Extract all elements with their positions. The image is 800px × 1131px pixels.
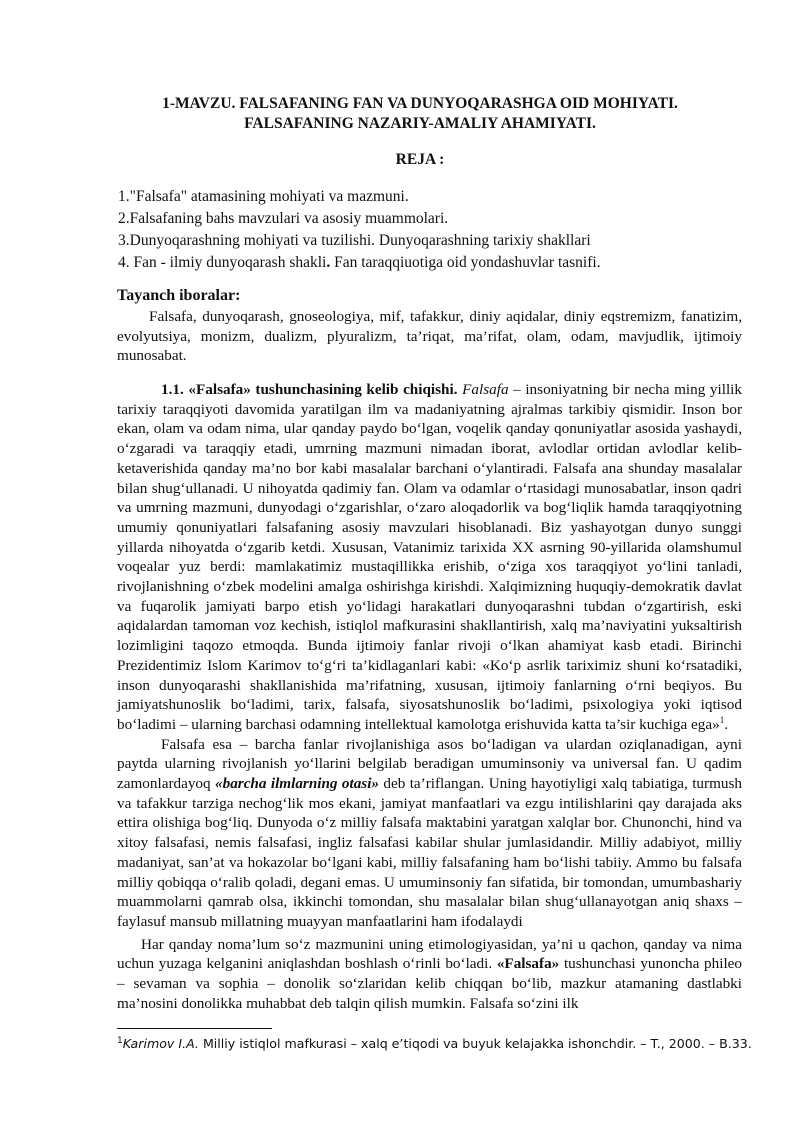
section-body: [117, 380, 742, 1014]
plan-item: 3.Dunyoqarashning mohiyati va tuzilishi. Dunyoqarashning tarixiy shakllari: [118, 232, 591, 249]
paragraph: Falsafa esa – barcha fanlar rivojlanishiga asos bo‘ladigan va ulardan oziqlanadigan, ayni paytda ularning rivojlanish yo‘llarini belgilab beradigan umuminsoniy va universal fan. U qadim zamonlardayoq «barcha ilmlarning otasi» deb ta’riflangan. Uning hayotiyligi xalq tabiatiga, turmush va tafakkur tarziga nechog‘lik mos ekani, jamiyat manfaatlari va ezgu intilishlarini qay darajada aks ettira olishiga bog‘liq. Dunyoda o‘z milliy falsafa maktabini yaratgan xalqlar bor. Chunonchi, hind va xitoy falsafasi, nemis falsafasi, ingliz falsafasi kabilar shular jumlasidandir. Milliy adabiyot, milliy madaniyat, san’at va hokazolar bo‘lgani kabi, milliy falsafaning ham bo‘lishi tabiiy. Ammo bu falsafa milliy qobiqqa o‘ralib qoladi, degani emas. U umuminsoniy fan sifatida, bir tomondan, umumbashariy muammolarni qamrab olsa, ikkinchi tomondan, shu masalalar bilan shug‘ullanayotgan aniq shaxs – faylasuf mansub millatning muayyan manfaatlarini ham ifodalaydi: [117, 735, 742, 930]
keywords-text: Falsafa, dunyoqarash, gnoseologiya, mif, tafakkur, diniy aqidalar, diniy eqstremizm, fanatizim, evolyutsiya, monizm, dualizm, plyuralizm, ta’riqat, ma’rifat, olam, odam, mavjudlik, ijtimoiy munosabat.: [117, 308, 742, 365]
plan-list: [118, 186, 601, 274]
document-title: [120, 94, 720, 134]
plan-item: 1."Falsafa" atamasining mohiyati va mazmuni.: [118, 188, 409, 205]
footnote-divider: [117, 1028, 272, 1029]
paragraph: Har qanday noma’lum so‘z mazmunini uning etimologiyasidan, ya’ni u qachon, qanday va nima uchun yuzaga kelganini aniqlashdan boshlash o‘rinli bo‘ladi. «Falsafa» tushunchasi yunoncha phileo – sevaman va sophia – donolik so‘zlaridan kelib chiqqan bo‘lib, mazkur atamaning dastlabki ma’nosini donolikka muhabbat deb talqin qilish mumkin. Falsafa so‘zini ilk: [117, 935, 742, 1012]
plan-heading: REJA :: [395, 151, 445, 168]
title-line-2: FALSAFANING NAZARIY-AMALIY AHAMIYATI.: [244, 115, 596, 132]
keywords-heading: Tayanch iboralar:: [117, 287, 241, 304]
footnote: $^1$Karimov I.A. Milliy istiqlol mafkurasi – xalq e’tiqodi va buyuk kelajakka ishonchdir. – T., 2000. – B.33.: [117, 1035, 752, 1051]
paragraph: 1.1. «Falsafa» tushunchasining kelib chiqishi. Falsafa – insoniyatning bir necha ming yillik tarixiy taraqqiyoti davomida yaratilgan ilm va madaniyatning ajralmas tarkibiy qismidir. Inson bor ekan, olam va odam nima, ular qanday paydo bo‘lgan, voqelik qanday qonuniyatlar asosida yashaydi, o‘zgaradi va taraqqiy etadi, umrning mazmuni nimadan iborat, avlodlar ortidan avlodlar kelib-ketaverishida qanday ma’no bor kabi masalalar barchani o‘ylantiradi. Falsafa ana shunday masalalar bilan shug‘ullanadi. U nihoyatda qadimiy fan. Olam va odamlar o‘rtasidagi munosabatlar, inson qadri va umrning mazmuni, dunyodagi o‘zgarishlar, o‘zaro aloqadorlik va bog‘liqlik hamda taraqqiyotning umumiy qonuniyatlari falsafaning asosiy mavzulari hisoblanadi. Biz yashayotgan dunyo sunggi yillarda nihoyatda o‘zgarib ketdi. Xususan, Vatanimiz tarixida XX asrning 90-yillarida olamshumul voqealar yuz berdi: mamlakatimiz mustaqillikka erishib, o‘ziga xos taraqqiyot yo‘lini tanladi, rivojlanishning o‘zbek modelini amalga oshirishga kirishdi. Xalqimizning huquqiy-demokratik davlat va fuqarolik jamiyati barpo etish yo‘lidagi harakatlari dunyoqarashni tubdan o‘zgartirish, eski aqidalardan tamoman voz kechish, istiqlol mafkurasini shakllantirish, xalq ma’naviyatini yuksaltirish lozimligini taqozo etmoqda. Bunda ijtimoiy fanlar rivoji o‘lkan ahamiyat kasb etadi. Birinchi Prezidentimiz Islom Karimov to‘g‘ri ta’kidlaganlari kabi: «Ko‘p asrlik tariximiz shuni ko‘rsatadiki, inson dunyoqarashi shakllanishida ma’rifatning, xususan, ijtimoiy fanlarning o‘rni beqiyos. Bu jamiyatshunoslik bo‘ladimi, tarix, falsafa, siyosatshunoslik bo‘ladimi, psixologiya yoki iqtisod bo‘ladimi – ularning barchasi odamning intellektual kamolotga erishuvida katta ta’sir kuchiga ega»$^1$.: [117, 381, 742, 733]
title-line-1: 1-MAVZU. FALSAFANING FAN VA DUNYOQARASHGA OID MOHIYATI.: [162, 95, 678, 112]
plan-item: 4. Fan - ilmiy dunyoqarash shakli. Fan taraqqiuotiga oid yondashuvlar tasnifi.: [118, 254, 601, 271]
plan-item: 2.Falsafaning bahs mavzulari va asosiy muammolari.: [118, 210, 449, 227]
footnote-ref: 1: [719, 714, 725, 725]
section-heading: 1.1. «Falsafa» tushunchasining kelib chiqishi.: [161, 381, 458, 398]
